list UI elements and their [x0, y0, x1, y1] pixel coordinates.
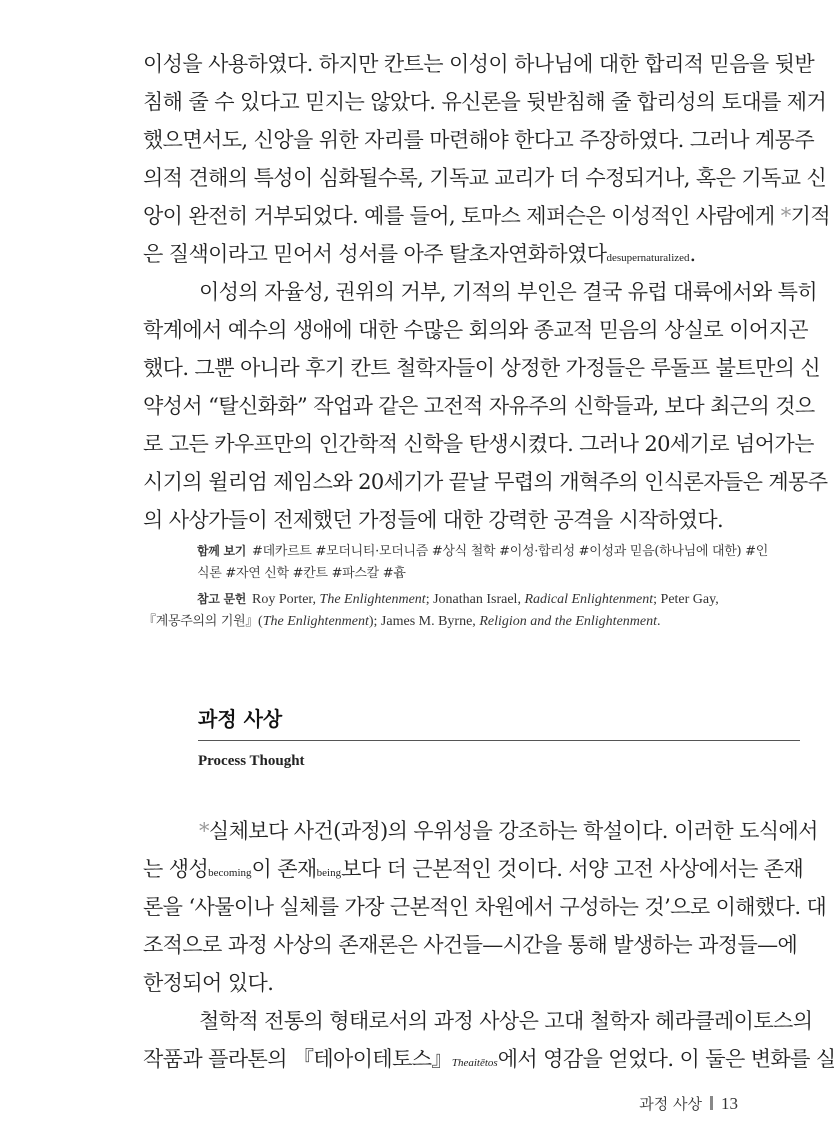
body-text: 는 생성	[143, 857, 209, 881]
cross-reference-asterisk: *	[199, 819, 209, 843]
reference-korean-title: 『계몽주의의 기원』	[143, 614, 259, 629]
body-line: 의적 견해의 특성이 심화될수록, 기독교 교리가 더 수정되거나, 혹은 기독교 신	[143, 166, 827, 190]
body-line	[199, 817, 818, 845]
body-text: 은 질색이라고 믿어서 성서를 아주 탈초자연화하였다	[143, 242, 607, 266]
body-line: 이성의 자율성, 권위의 거부, 기적의 부인은 결국 유럽 대륙에서와 특히	[199, 280, 818, 304]
reference-punct: (	[258, 614, 263, 629]
page-number: 13	[721, 1094, 738, 1113]
body-text: 앙이 완전히 거부되었다. 예를 들어, 토마스 제퍼슨은 이성적인 사람에게	[143, 204, 781, 228]
body-text: 기적	[790, 204, 831, 228]
body-line	[143, 1045, 836, 1077]
reference-title: Radical Enlightenment	[524, 592, 654, 607]
references-label: 참고 문헌	[197, 592, 247, 606]
body-line: 철학적 전통의 형태로서의 과정 사상은 고대 철학자 헤라클레이토스의	[199, 1009, 813, 1033]
reference-title: Religion and the Enlightenment	[479, 614, 657, 629]
see-also-continued: 식론 #자연 신학 #칸트 #파스칼 #흄	[197, 566, 406, 581]
body-text: 이 존재	[251, 857, 317, 881]
reference-author: Roy Porter,	[252, 592, 320, 607]
gloss-term: being	[316, 867, 342, 879]
footer-separator	[710, 1096, 713, 1110]
body-text: 에서 영감을 얻었다. 이 둘은 변화를 실	[497, 1047, 836, 1071]
body-line: 시기의 윌리엄 제임스와 20세기가 끝날 무렵의 개혁주의 인식론자들은 계몽주	[143, 470, 828, 494]
body-line: 이성을 사용하였다. 하지만 칸트는 이성이 하나님에 대한 합리적 믿음을 뒷받	[143, 52, 815, 76]
page-footer	[639, 1093, 738, 1114]
body-text: 실체보다 사건(과정)의 우위성을 강조하는 학설이다. 이러한 도식에서	[208, 819, 818, 843]
body-line: 조적으로 과정 사상의 존재론은 사건들—시간을 통해 발생하는 과정들—에	[143, 933, 798, 957]
reference-punct: .	[657, 614, 661, 629]
section-divider	[198, 740, 800, 741]
body-text: .	[689, 242, 696, 266]
gloss-term: desupernaturalized	[606, 252, 690, 264]
see-also-label: 함께 보기	[197, 544, 247, 558]
section-subtitle: Process Thought	[198, 753, 305, 769]
body-line	[143, 855, 804, 887]
body-line: 침해 줄 수 있다고 믿지는 않았다. 유신론을 뒷받침해 줄 합리성의 토대를 제거	[143, 90, 827, 114]
body-line: 론을 ‘사물이나 실체를 가장 근본적인 차원에서 구성하는 것’으로 이해했다. 대	[143, 895, 827, 919]
body-line: 학계에서 예수의 생애에 대한 수많은 회의와 종교적 믿음의 상실로 이어지곤	[143, 318, 808, 342]
body-line: 약성서 “탈신화화” 작업과 같은 고전적 자유주의 신학들과, 보다 최근의 것으	[143, 394, 815, 418]
body-line	[143, 202, 831, 230]
see-also-tags: #데카르트 #모더니티·모더니즘 #상식 철학 #이성·합리성 #이성과 믿음(하나님에 대한) #인	[252, 544, 768, 559]
body-line: 한정되어 있다.	[143, 971, 274, 995]
body-line	[143, 240, 757, 272]
body-line: 했으면서도, 신앙을 위한 자리를 마련해야 한다고 주장하였다. 그러나 계몽주	[143, 128, 815, 152]
section-title: 과정 사상	[198, 707, 283, 731]
reference-author: ); James M. Byrne,	[368, 614, 480, 629]
reference-title: The Enlightenment	[319, 592, 426, 607]
body-text: 작품과 플라톤의 『테아이테토스』	[143, 1047, 452, 1071]
body-text: 보다 더 근본적인 것이다. 서양 고전 사상에서는 존재	[341, 857, 804, 881]
body-line: 의 사상가들이 전제했던 가정들에 대한 강력한 공격을 시작하였다.	[143, 508, 724, 532]
body-line: 했다. 그뿐 아니라 후기 칸트 철학자들이 상정한 가정들은 루돌프 불트만의 신	[143, 356, 821, 380]
cross-reference-asterisk: *	[780, 204, 791, 228]
references-continued	[143, 612, 757, 632]
see-also	[197, 541, 768, 562]
gloss-term: becoming	[208, 867, 252, 879]
references	[197, 589, 757, 610]
reference-author: ; Jonathan Israel,	[425, 592, 525, 607]
body-line: 로 고든 카우프만의 인간학적 신학을 탄생시켰다. 그러나 20세기로 넘어가는	[143, 432, 814, 456]
running-footer-section: 과정 사상	[639, 1095, 702, 1113]
reference-title: The Enlightenment	[262, 614, 369, 629]
gloss-term: Theaitētos	[451, 1057, 498, 1069]
reference-author: ; Peter Gay,	[653, 592, 719, 607]
